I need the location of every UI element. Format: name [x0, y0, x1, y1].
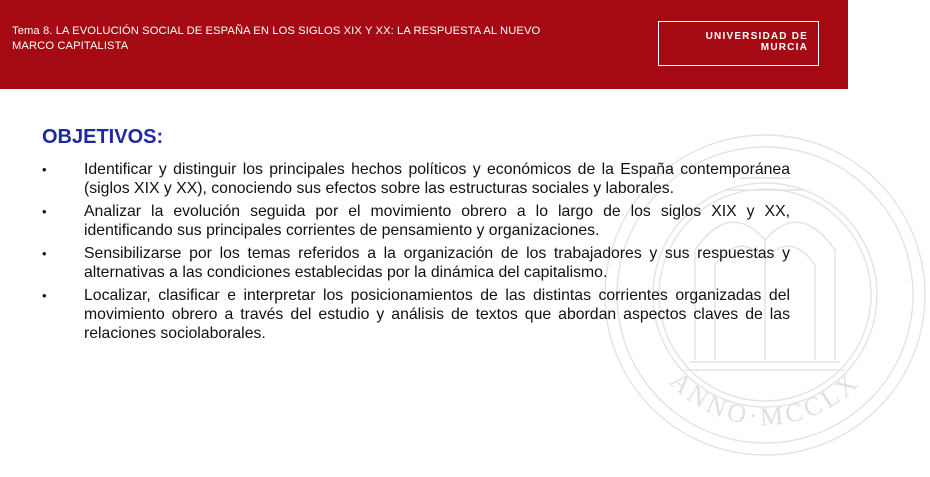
objectives-heading: OBJETIVOS: [42, 126, 164, 148]
logo-text-line2: MURCIA [760, 42, 808, 53]
slide-title-line2: MARCO CAPITALISTA [12, 39, 129, 52]
objective-item [42, 160, 790, 198]
bullet-icon: • [42, 204, 47, 219]
university-logo [658, 21, 819, 66]
objective-text: Sensibilizarse por los temas referidos a la organización de los trabajadores y sus respuestas y alternativas a las condiciones establecidas por la dinámica del capitalismo. [84, 245, 790, 281]
objective-text: Analizar la evolución seguida por el movimiento obrero a lo largo de los siglos XIX y XX, identificando sus principales corrientes de pensamiento y organizaciones. [84, 203, 790, 239]
header-bar [0, 0, 848, 89]
seal-text: ANNO·MCCLX [664, 365, 866, 432]
bullet-icon: • [42, 162, 47, 177]
objective-item [42, 244, 790, 282]
objectives-list [42, 160, 790, 347]
objective-text: Localizar, clasificar e interpretar los posicionamientos de las distintas corrientes organizadas del movimiento obrero a través del estudio y análisis de textos que abordan aspectos claves de las relaciones sociolaborales. [84, 287, 790, 342]
bullet-icon: • [42, 246, 47, 261]
bullet-icon: • [42, 288, 47, 303]
objective-item [42, 202, 790, 240]
logo-text-line1: UNIVERSIDAD DE [705, 31, 808, 42]
slide-title [12, 24, 612, 53]
objective-text: Identificar y distinguir los principales hechos políticos y económicos de la España contemporánea (siglos XIX y XX), conociendo sus efectos sobre las estructuras sociales y laborales. [84, 161, 790, 197]
objective-item [42, 286, 790, 343]
slide-title-line1: Tema 8. LA EVOLUCIÓN SOCIAL DE ESPAÑA EN LOS SIGLOS XIX Y XX: LA RESPUESTA AL NUEVO [12, 25, 541, 37]
svg-text:ANNO·MCCLX [664, 366, 865, 432]
